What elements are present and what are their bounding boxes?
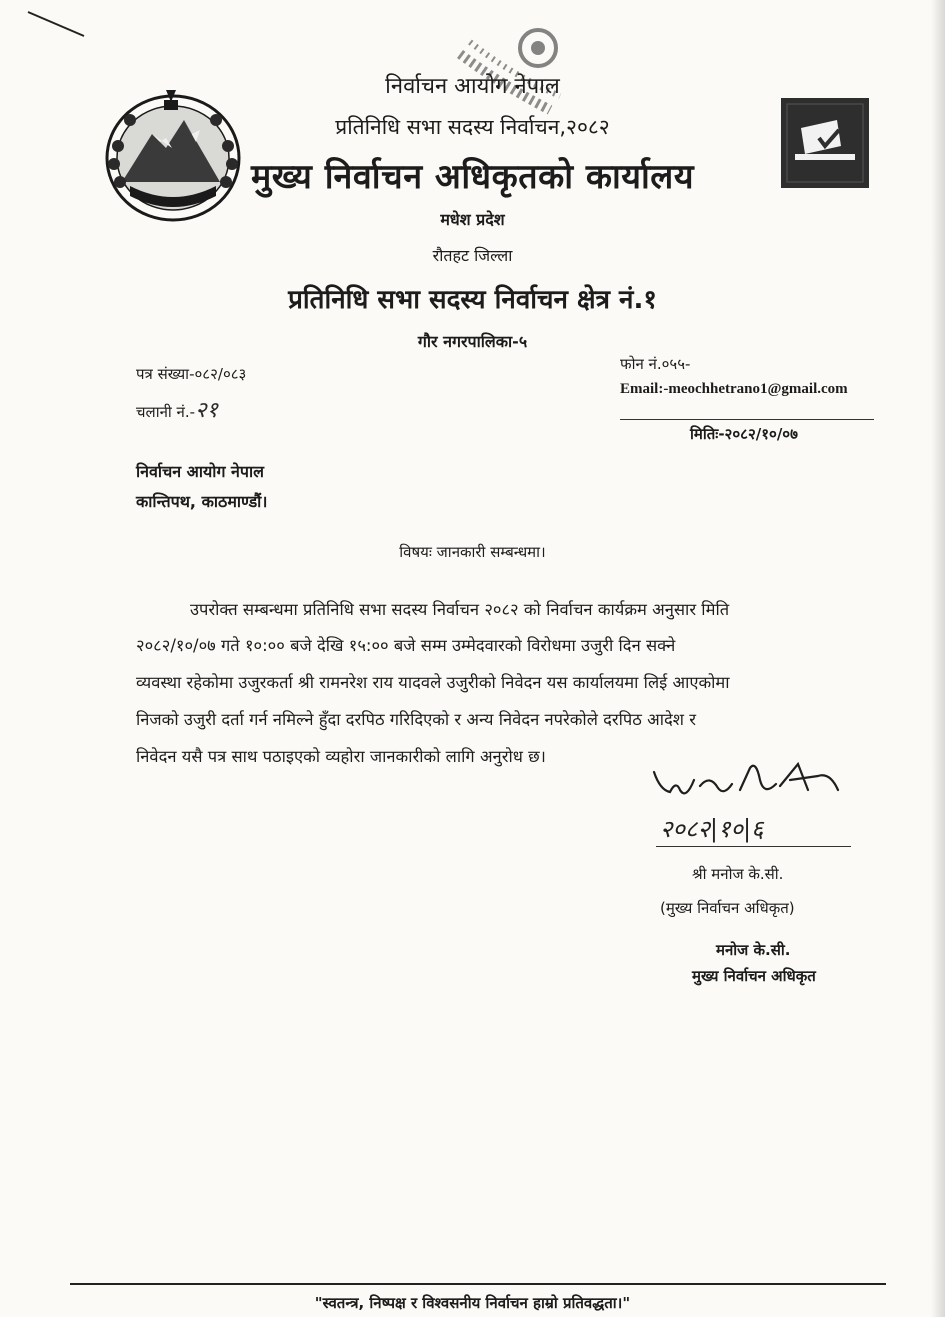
signer-title: (मुख्य निर्वाचन अधिकृत) [660,899,795,917]
recipient-name: निर्वाचन आयोग नेपाल [136,462,264,481]
subject-line: विषयः जानकारी सम्बन्धमा। [399,543,546,561]
stamp-name: मनोज के.सी. [716,941,791,959]
page-edge-shadow [931,0,945,1317]
commission-name: निर्वाचन आयोग नेपाल [385,74,560,99]
body-line: निवेदन यसै पत्र साथ पठाइएको व्यहोरा जानकारीको लागि अनुरोध छ। [136,747,546,766]
pen-stroke-mark [26,4,86,44]
body-line: उपरोक्त सम्बन्धमा प्रतिनिधि सभा सदस्य निर्वाचन २०८२ को निर्वाचन कार्यक्रम अनुसार मिति [190,600,730,619]
province-name: मधेश प्रदेश [440,210,505,229]
handwritten-signature [640,750,850,810]
signer-name: श्री मनोज के.सी. [692,865,784,883]
handwritten-date: २०८२|१०|६ [660,815,764,843]
phone-number: फोन नं.०५५- [620,355,691,373]
dispatch-number-label: चलानी नं.- [136,403,196,421]
signature-underline [656,846,851,847]
letter-number [136,364,246,384]
municipality-name: गौर नगरपालिका-५ [417,332,528,351]
stamp-title: मुख्य निर्वाचन अधिकृत [692,967,816,985]
footer-divider [70,1283,886,1285]
dispatch-number [136,394,218,424]
recipient-address: कान्तिपथ, काठमाण्डौं। [136,492,268,511]
constituency-name: प्रतिनिधि सभा सदस्य निर्वाचन क्षेत्र नं.१ [288,285,657,315]
letter-number-label: पत्र संख्या- [136,365,195,383]
election-name: प्रतिनिधि सभा सदस्य निर्वाचन,२०८२ [335,115,610,139]
body-line: निजको उजुरी दर्ता गर्न नमिल्ने हुँदा दरपिठ गरिदिएको र अन्य निवेदन नपरेकोले दरपिठ आदेश र [136,710,696,729]
district-name: रौतहट जिल्ला [432,246,513,265]
date-divider [620,419,874,420]
email-address: Email:-meochhetrano1@gmail.com [620,381,848,397]
body-line: व्यवस्था रहेकोमा उजुरकर्ता श्री रामनरेश राय यादवले उजुरीको निवेदन यस कार्यालयमा लिई आएकोमा [136,673,730,692]
dispatch-number-value: २१ [195,398,218,423]
office-seal-stamp-icon [440,14,580,124]
body-line: २०८२/१०/०७ गते १०:०० बजे देखि १५:०० बजे सम्म उम्मेदवारको विरोधमा उजुरी दिन सक्ने [136,636,676,655]
footer-slogan: "स्वतन्त्र, निष्पक्ष र विश्वसनीय निर्वाचन हाम्रो प्रतिवद्धता।" [314,1294,631,1312]
office-title: मुख्य निर्वाचन अधिकृतको कार्यालय [250,157,695,197]
letter-date: मितिः-२०८२/१०/०७ [690,425,798,443]
letter-number-value: ०८२/०८३ [194,365,247,383]
